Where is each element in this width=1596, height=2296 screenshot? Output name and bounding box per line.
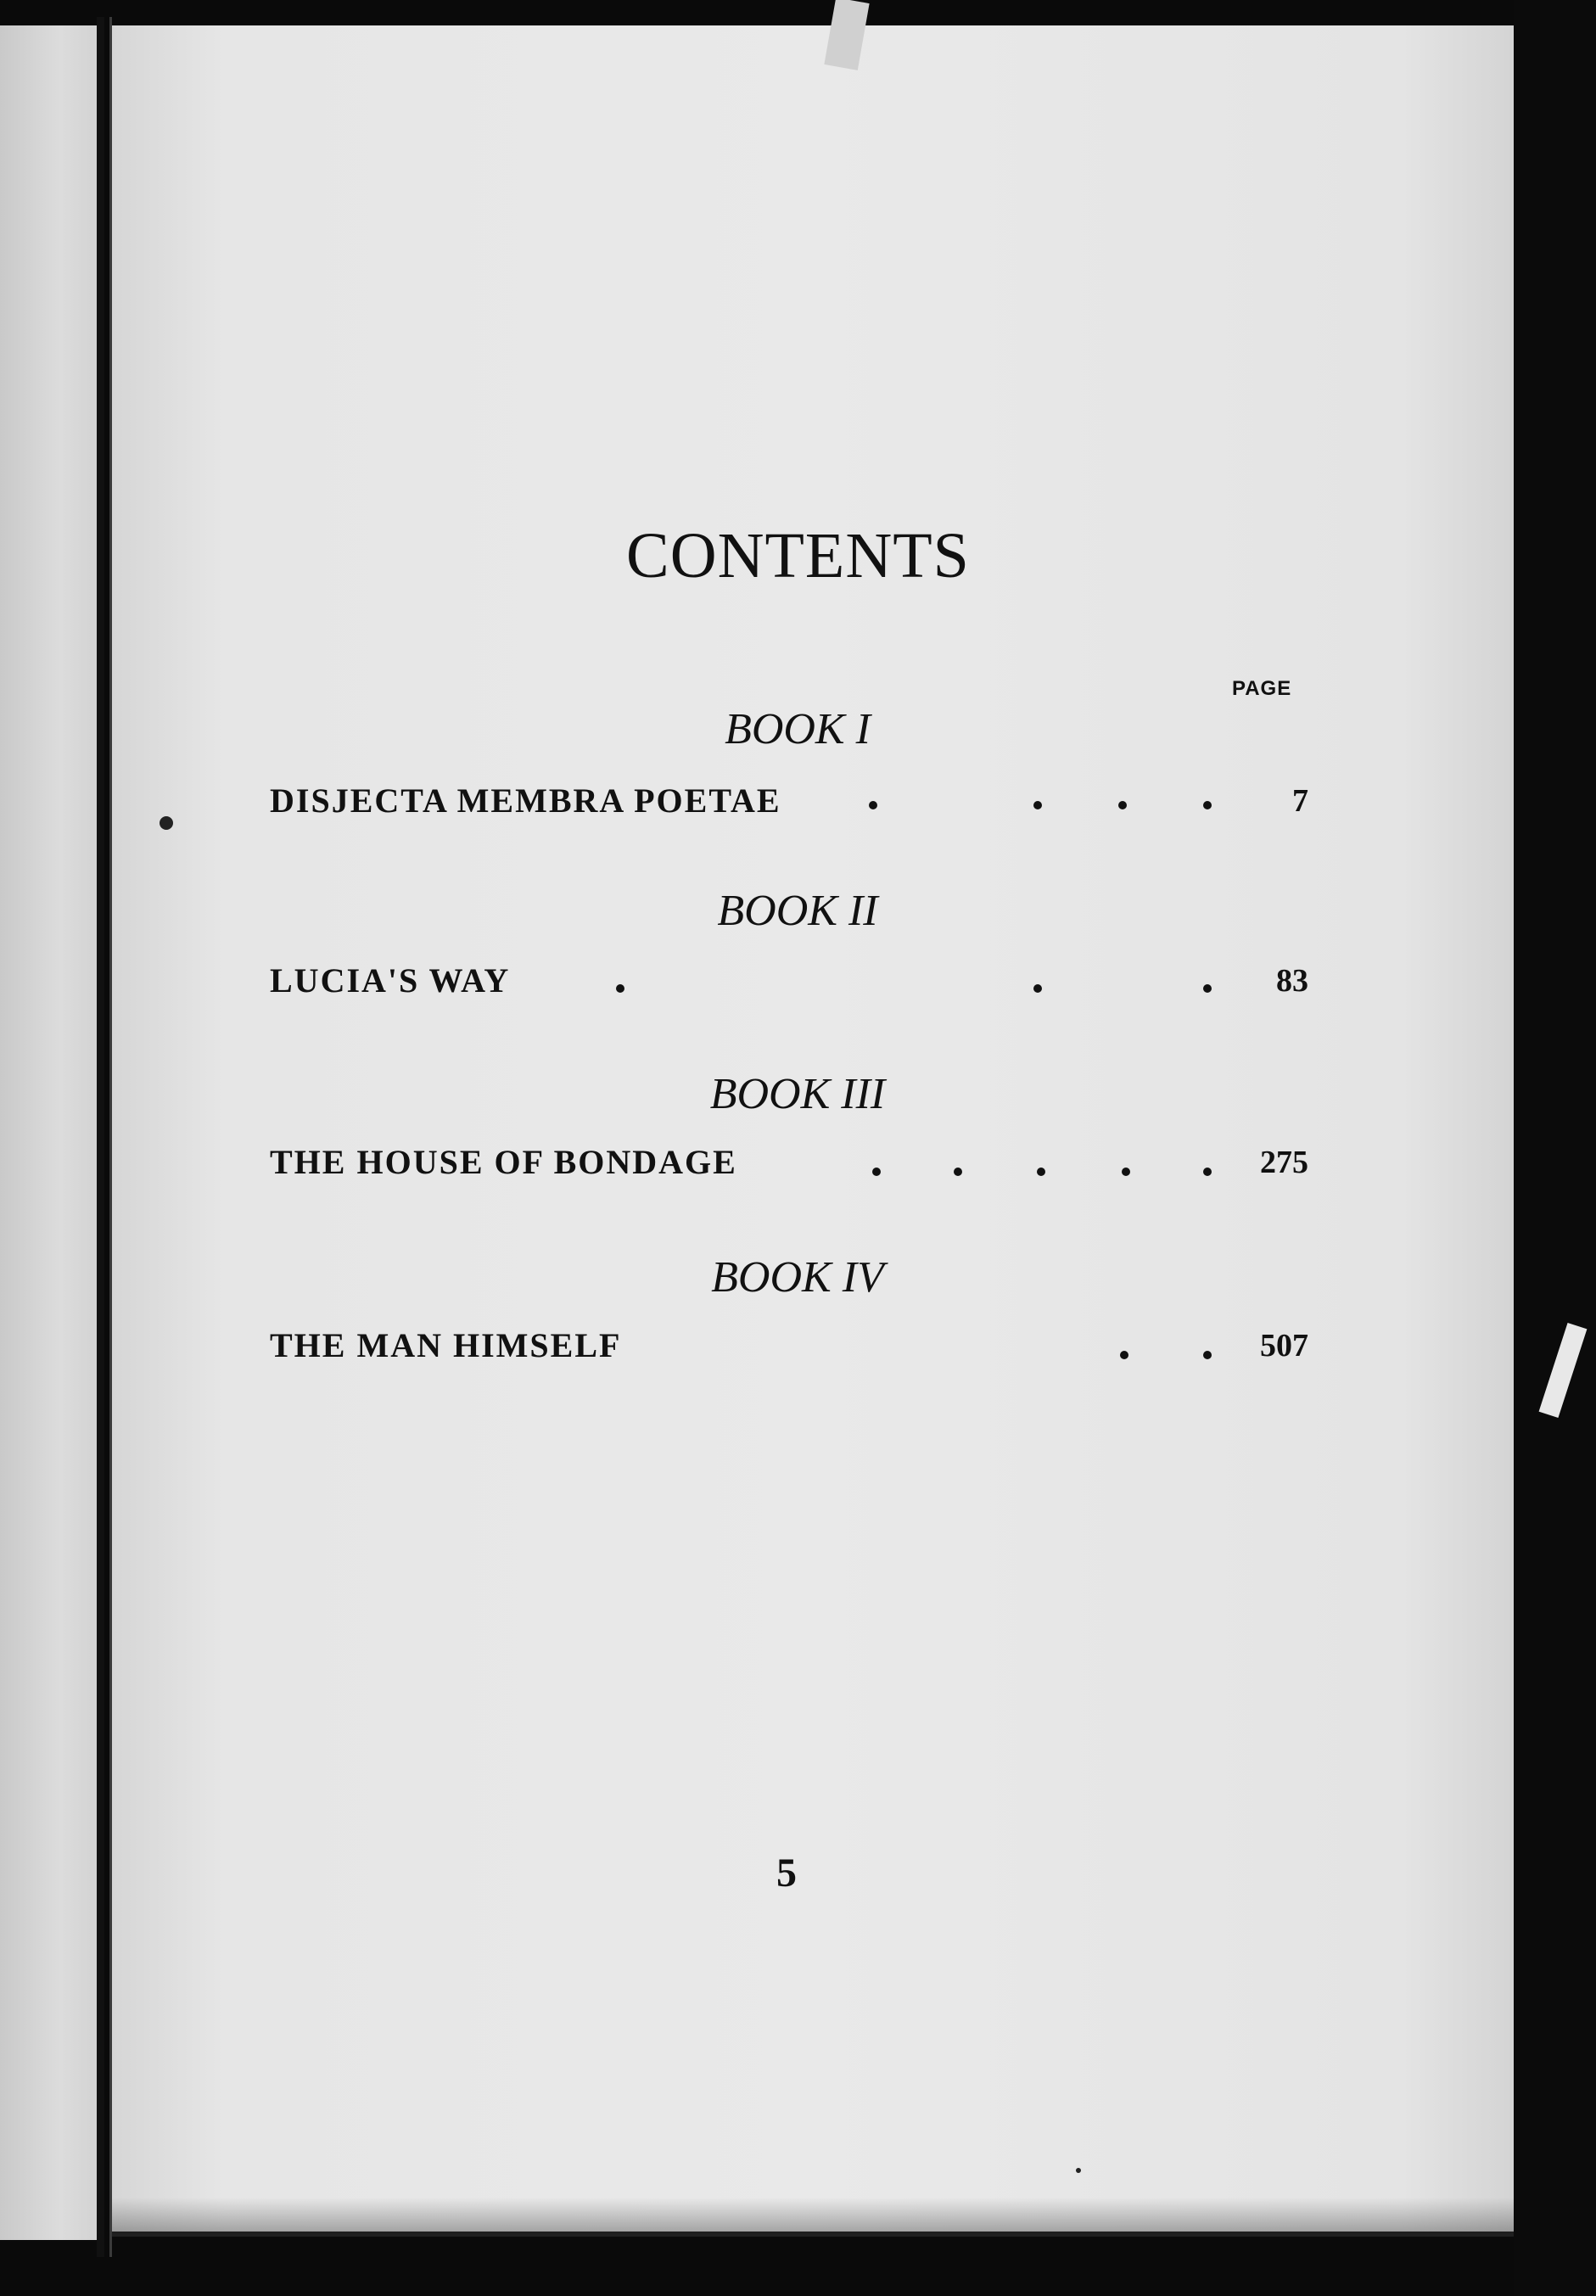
book-heading: BOOK IV [711, 1253, 884, 1302]
leader-dot [1033, 984, 1042, 993]
entry-title: THE MAN HIMSELF [270, 1326, 622, 1364]
leader-dot [872, 1168, 881, 1176]
leader-dot [1203, 1168, 1212, 1176]
page-column-label: PAGE [1232, 677, 1292, 700]
book-heading: BOOK II [717, 887, 878, 935]
contents-entry [270, 1142, 1308, 1193]
entry-page-number: 275 [1260, 1145, 1308, 1180]
contents-entry [270, 781, 1308, 832]
scan-speck [1076, 2168, 1081, 2173]
leader-dot [954, 1168, 962, 1176]
entry-page-number: 83 [1276, 963, 1308, 999]
leader-dot [1118, 801, 1127, 809]
book-heading: BOOK III [709, 1070, 886, 1118]
contents-entry [270, 1325, 1308, 1376]
leader-dot [1203, 1351, 1212, 1359]
leader-dot [1033, 801, 1042, 809]
gutter-line-secondary [109, 17, 112, 2257]
contents-heading: CONTENTS [626, 520, 970, 591]
scan-speck [160, 816, 173, 830]
entry-title: LUCIA'S WAY [270, 961, 511, 1000]
book-heading: BOOK I [725, 705, 871, 753]
entry-title: THE HOUSE OF BONDAGE [270, 1143, 737, 1181]
leader-dot [1203, 801, 1212, 809]
page-folio-number: 5 [776, 1851, 797, 1896]
leader-dot [616, 984, 624, 993]
entry-page-number: 7 [1292, 783, 1308, 819]
recto-page [112, 25, 1514, 2232]
leader-dot [1120, 1351, 1128, 1359]
verso-page-edge [0, 25, 100, 2240]
contents-entry [270, 960, 1308, 1011]
page-bottom-shadow [112, 2198, 1514, 2237]
leader-dot [1203, 984, 1212, 993]
leader-dot [1037, 1168, 1045, 1176]
leader-dot [1122, 1168, 1130, 1176]
gutter-line [97, 17, 104, 2257]
scan-border-right [1514, 0, 1596, 2296]
entry-title: DISJECTA MEMBRA POETAE [270, 781, 781, 820]
entry-page-number: 507 [1260, 1328, 1308, 1364]
leader-dot [869, 801, 877, 809]
